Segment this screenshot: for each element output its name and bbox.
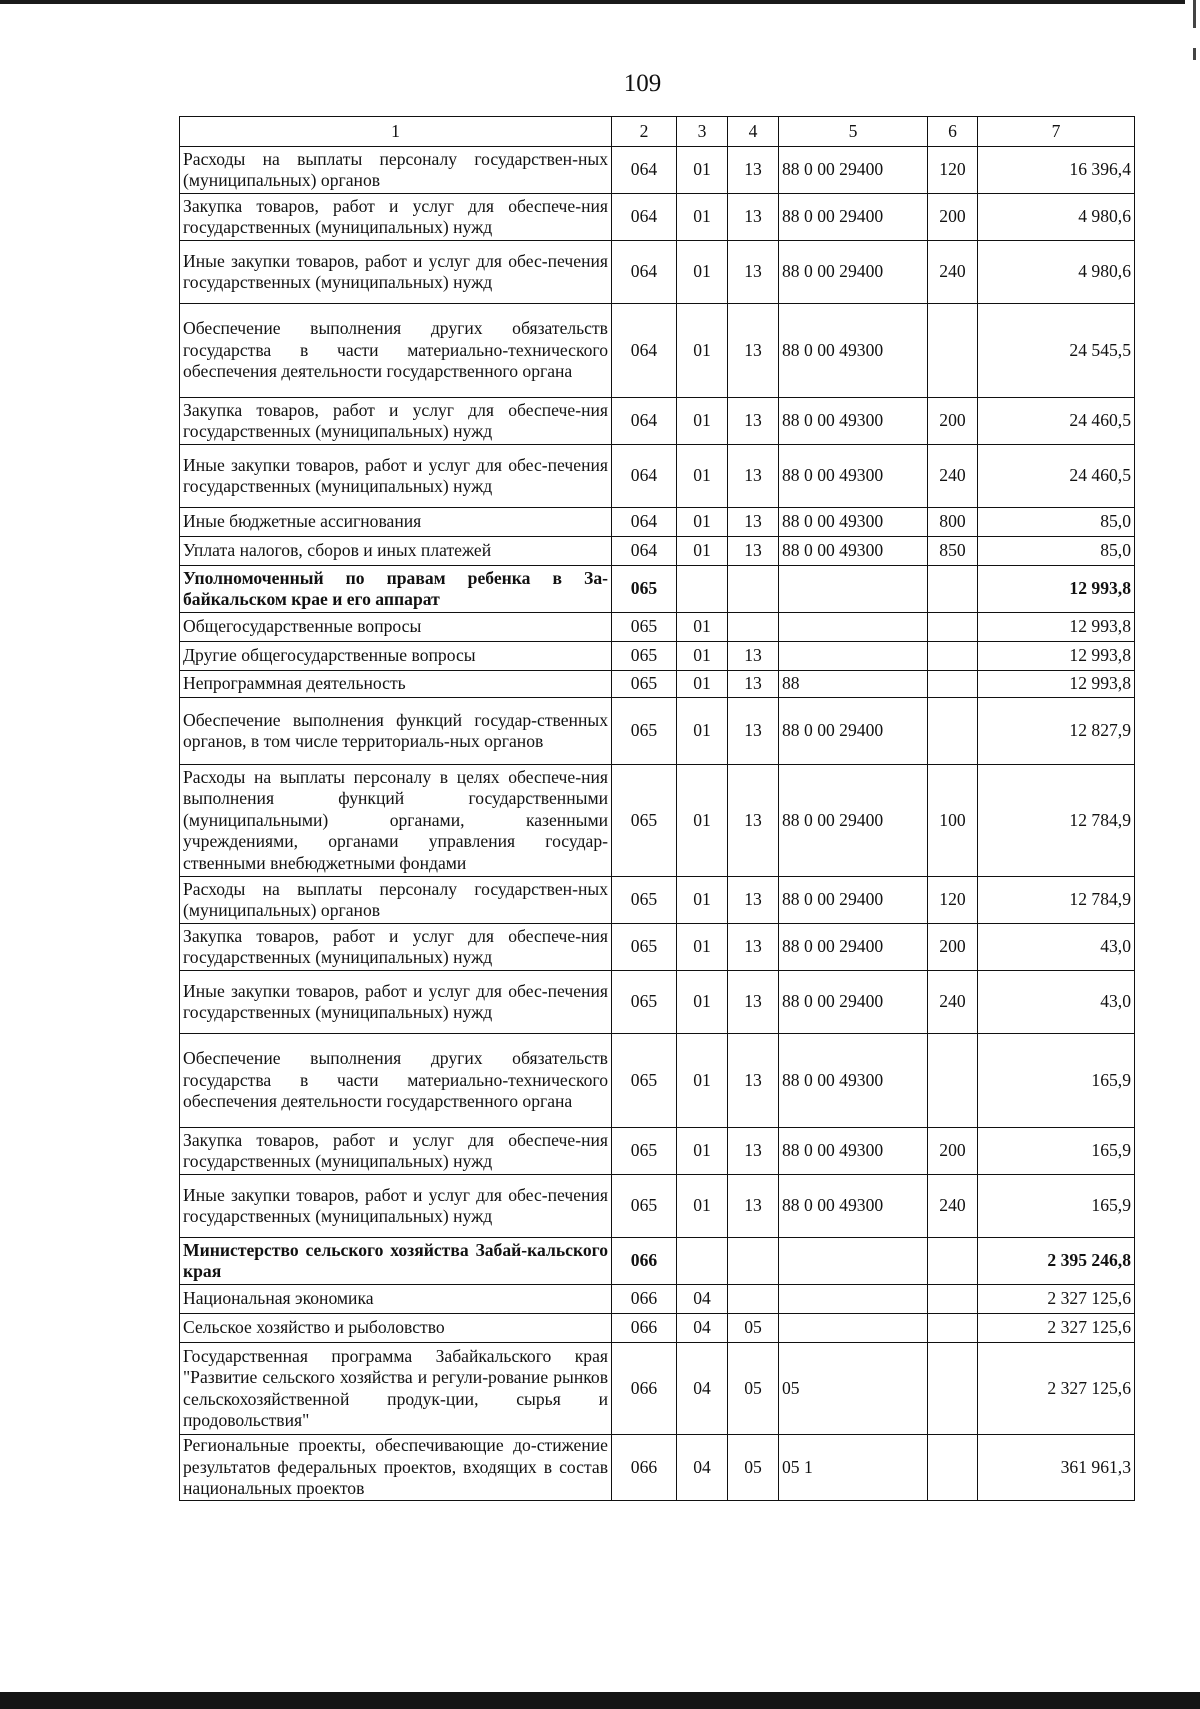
section-code: 01 (677, 1175, 728, 1238)
scan-bottom-edge (0, 1692, 1200, 1709)
subsection-code: 13 (728, 398, 779, 445)
section-code: 01 (677, 698, 728, 765)
column-header: 3 (677, 117, 728, 147)
amount: 43,0 (978, 924, 1135, 971)
target-article-code: 88 0 00 49300 (779, 537, 928, 566)
amount: 43,0 (978, 971, 1135, 1034)
amount: 12 993,8 (978, 671, 1135, 698)
table-row (180, 642, 1135, 671)
expense-name: Другие общегосударственные вопросы (180, 642, 612, 671)
expense-name: Уплата налогов, сборов и иных платежей (180, 537, 612, 566)
ministry-code: 066 (612, 1285, 677, 1314)
subsection-code: 13 (728, 877, 779, 924)
amount: 361 961,3 (978, 1435, 1135, 1501)
expense-name: Обеспечение выполнения других обязательств государства в части материально-технического обеспечения деятельности государственного органа (180, 304, 612, 398)
expense-type-code (928, 1343, 978, 1435)
expense-type-code (928, 1435, 978, 1501)
ministry-code: 065 (612, 971, 677, 1034)
table-row (180, 304, 1135, 398)
expense-type-code (928, 642, 978, 671)
expense-type-code: 240 (928, 445, 978, 508)
target-article-code: 88 0 00 29400 (779, 877, 928, 924)
expense-name: Закупка товаров, работ и услуг для обеспече-ния государственных (муниципальных) нужд (180, 398, 612, 445)
section-code (677, 566, 728, 613)
table-row (180, 537, 1135, 566)
expense-name: Закупка товаров, работ и услуг для обеспече-ния государственных (муниципальных) нужд (180, 924, 612, 971)
table-row (180, 1128, 1135, 1175)
subsection-code: 13 (728, 508, 779, 537)
amount: 165,9 (978, 1175, 1135, 1238)
expense-type-code (928, 1034, 978, 1128)
subsection-code: 13 (728, 1175, 779, 1238)
expense-type-code: 120 (928, 147, 978, 194)
subsection-code (728, 613, 779, 642)
target-article-code: 88 0 00 29400 (779, 765, 928, 877)
expense-type-code: 200 (928, 194, 978, 241)
column-header: 7 (978, 117, 1135, 147)
expense-name: Иные закупки товаров, работ и услуг для обес-печения государственных (муниципальных) нужд (180, 241, 612, 304)
target-article-code: 88 0 00 49300 (779, 398, 928, 445)
amount: 12 827,9 (978, 698, 1135, 765)
subsection-code: 13 (728, 671, 779, 698)
expense-name: Иные закупки товаров, работ и услуг для обес-печения государственных (муниципальных) нужд (180, 1175, 612, 1238)
ministry-code: 066 (612, 1238, 677, 1285)
section-code: 01 (677, 924, 728, 971)
section-code: 01 (677, 508, 728, 537)
amount: 12 993,8 (978, 566, 1135, 613)
ministry-code: 065 (612, 877, 677, 924)
table-row (180, 971, 1135, 1034)
amount: 12 993,8 (978, 613, 1135, 642)
section-code: 01 (677, 537, 728, 566)
expense-name: Иные закупки товаров, работ и услуг для обес-печения государственных (муниципальных) нужд (180, 971, 612, 1034)
expense-type-code (928, 698, 978, 765)
expense-name: Закупка товаров, работ и услуг для обеспече-ния государственных (муниципальных) нужд (180, 1128, 612, 1175)
table-row (180, 1435, 1135, 1501)
column-header: 1 (180, 117, 612, 147)
table-row (180, 698, 1135, 765)
expense-name: Расходы на выплаты персоналу государствен-ных (муниципальных) органов (180, 877, 612, 924)
expense-type-code (928, 1314, 978, 1343)
column-header: 5 (779, 117, 928, 147)
expense-type-code: 200 (928, 398, 978, 445)
ministry-code: 064 (612, 445, 677, 508)
column-header: 4 (728, 117, 779, 147)
target-article-code: 88 0 00 29400 (779, 698, 928, 765)
expense-type-code (928, 613, 978, 642)
expense-name: Государственная программа Забайкальского края "Развитие сельского хозяйства и регули-рование рынков сельскохозяйственной продук-ции, сырья и продовольствия" (180, 1343, 612, 1435)
subsection-code: 13 (728, 445, 779, 508)
table-row (180, 1314, 1135, 1343)
expense-type-code: 240 (928, 971, 978, 1034)
table-row (180, 1285, 1135, 1314)
table-row (180, 765, 1135, 877)
target-article-code: 88 0 00 29400 (779, 241, 928, 304)
expense-type-code: 240 (928, 1175, 978, 1238)
section-code: 04 (677, 1314, 728, 1343)
ministry-code: 065 (612, 698, 677, 765)
target-article-code: 05 (779, 1343, 928, 1435)
expense-name: Закупка товаров, работ и услуг для обеспече-ния государственных (муниципальных) нужд (180, 194, 612, 241)
expense-type-code: 800 (928, 508, 978, 537)
ministry-code: 065 (612, 566, 677, 613)
expense-name: Непрограммная деятельность (180, 671, 612, 698)
page-number: 109 (623, 70, 662, 97)
section-code (677, 1238, 728, 1285)
subsection-code: 05 (728, 1314, 779, 1343)
table-row (180, 1175, 1135, 1238)
table-row (180, 445, 1135, 508)
section-code: 01 (677, 613, 728, 642)
target-article-code: 88 0 00 49300 (779, 1128, 928, 1175)
ministry-code: 064 (612, 398, 677, 445)
section-code: 01 (677, 398, 728, 445)
expense-name: Общегосударственные вопросы (180, 613, 612, 642)
ministry-code: 064 (612, 147, 677, 194)
expense-name: Национальная экономика (180, 1285, 612, 1314)
ministry-code: 065 (612, 613, 677, 642)
subsection-code (728, 1238, 779, 1285)
expense-name: Иные закупки товаров, работ и услуг для обес-печения государственных (муниципальных) нужд (180, 445, 612, 508)
amount: 4 980,6 (978, 241, 1135, 304)
amount: 4 980,6 (978, 194, 1135, 241)
ministry-code: 066 (612, 1314, 677, 1343)
expense-name: Обеспечение выполнения других обязательств государства в части материально-технического обеспечения деятельности государственного органа (180, 1034, 612, 1128)
expense-name: Расходы на выплаты персоналу в целях обеспече-ния выполнения функций государственными (муниципальными) органами, казенными учреждениями, органами управления государ-ственными внебюджетными фондами (180, 765, 612, 877)
amount: 24 460,5 (978, 398, 1135, 445)
ministry-code: 065 (612, 924, 677, 971)
table-row (180, 194, 1135, 241)
expense-type-code: 240 (928, 241, 978, 304)
target-article-code: 88 0 00 29400 (779, 147, 928, 194)
section-code: 01 (677, 642, 728, 671)
amount: 16 396,4 (978, 147, 1135, 194)
expense-name: Уполномоченный по правам ребенка в За-байкальском крае и его аппарат (180, 566, 612, 613)
section-code: 01 (677, 194, 728, 241)
target-article-code: 88 (779, 671, 928, 698)
table-row (180, 1034, 1135, 1128)
scan-speck (1193, 0, 1196, 28)
section-code: 01 (677, 1034, 728, 1128)
subsection-code: 05 (728, 1343, 779, 1435)
expense-type-code (928, 566, 978, 613)
amount: 2 327 125,6 (978, 1285, 1135, 1314)
subsection-code: 13 (728, 1034, 779, 1128)
target-article-code: 05 1 (779, 1435, 928, 1501)
amount: 24 460,5 (978, 445, 1135, 508)
subsection-code: 13 (728, 537, 779, 566)
expense-name: Региональные проекты, обеспечивающие до-стижение результатов федеральных проектов, входящих в состав национальных проектов (180, 1435, 612, 1501)
target-article-code: 88 0 00 49300 (779, 304, 928, 398)
subsection-code: 13 (728, 698, 779, 765)
table-row (180, 241, 1135, 304)
target-article-code (779, 1314, 928, 1343)
subsection-code: 05 (728, 1435, 779, 1501)
amount: 2 395 246,8 (978, 1238, 1135, 1285)
expense-name: Министерство сельского хозяйства Забай-кальского края (180, 1238, 612, 1285)
table-row (180, 671, 1135, 698)
expense-name: Иные бюджетные ассигнования (180, 508, 612, 537)
ministry-code: 064 (612, 194, 677, 241)
table-row (180, 147, 1135, 194)
ministry-code: 065 (612, 1128, 677, 1175)
column-header: 6 (928, 117, 978, 147)
expense-type-code (928, 671, 978, 698)
section-code: 01 (677, 765, 728, 877)
subsection-code: 13 (728, 241, 779, 304)
section-code: 01 (677, 445, 728, 508)
expense-type-code: 200 (928, 1128, 978, 1175)
subsection-code: 13 (728, 194, 779, 241)
ministry-code: 064 (612, 537, 677, 566)
target-article-code: 88 0 00 49300 (779, 1175, 928, 1238)
subsection-code: 13 (728, 971, 779, 1034)
table-row (180, 924, 1135, 971)
amount: 12 784,9 (978, 765, 1135, 877)
subsection-code (728, 566, 779, 613)
expense-type-code: 120 (928, 877, 978, 924)
target-article-code (779, 1285, 928, 1314)
ministry-code: 066 (612, 1343, 677, 1435)
ministry-code: 066 (612, 1435, 677, 1501)
target-article-code: 88 0 00 29400 (779, 971, 928, 1034)
expense-name: Сельское хозяйство и рыболовство (180, 1314, 612, 1343)
amount: 165,9 (978, 1128, 1135, 1175)
table-row (180, 1343, 1135, 1435)
scan-speck (1193, 48, 1196, 60)
expense-name: Расходы на выплаты персоналу государствен-ных (муниципальных) органов (180, 147, 612, 194)
subsection-code: 13 (728, 924, 779, 971)
column-header: 2 (612, 117, 677, 147)
section-code: 01 (677, 671, 728, 698)
section-code: 04 (677, 1435, 728, 1501)
section-code: 01 (677, 241, 728, 304)
expense-type-code: 200 (928, 924, 978, 971)
amount: 85,0 (978, 508, 1135, 537)
expense-type-code (928, 304, 978, 398)
section-code: 04 (677, 1285, 728, 1314)
ministry-code: 065 (612, 1034, 677, 1128)
amount: 12 993,8 (978, 642, 1135, 671)
target-article-code: 88 0 00 49300 (779, 508, 928, 537)
section-code: 01 (677, 971, 728, 1034)
subsection-code: 13 (728, 1128, 779, 1175)
target-article-code: 88 0 00 29400 (779, 194, 928, 241)
target-article-code (779, 1238, 928, 1285)
amount: 24 545,5 (978, 304, 1135, 398)
table-row (180, 566, 1135, 613)
target-article-code: 88 0 00 49300 (779, 1034, 928, 1128)
column-number-row (180, 117, 1135, 147)
budget-table (179, 116, 1135, 1501)
section-code: 01 (677, 877, 728, 924)
section-code: 01 (677, 147, 728, 194)
subsection-code: 13 (728, 304, 779, 398)
amount: 2 327 125,6 (978, 1314, 1135, 1343)
section-code: 01 (677, 1128, 728, 1175)
ministry-code: 064 (612, 241, 677, 304)
expense-type-code (928, 1238, 978, 1285)
expense-type-code (928, 1285, 978, 1314)
scan-top-edge (0, 0, 1185, 4)
section-code: 04 (677, 1343, 728, 1435)
target-article-code (779, 566, 928, 613)
target-article-code: 88 0 00 29400 (779, 924, 928, 971)
ministry-code: 064 (612, 304, 677, 398)
subsection-code: 13 (728, 147, 779, 194)
ministry-code: 064 (612, 508, 677, 537)
target-article-code: 88 0 00 49300 (779, 445, 928, 508)
table-row (180, 398, 1135, 445)
ministry-code: 065 (612, 765, 677, 877)
subsection-code: 13 (728, 765, 779, 877)
amount: 165,9 (978, 1034, 1135, 1128)
target-article-code (779, 613, 928, 642)
ministry-code: 065 (612, 671, 677, 698)
amount: 12 784,9 (978, 877, 1135, 924)
subsection-code: 13 (728, 642, 779, 671)
subsection-code (728, 1285, 779, 1314)
expense-type-code: 850 (928, 537, 978, 566)
ministry-code: 065 (612, 1175, 677, 1238)
target-article-code (779, 642, 928, 671)
expense-name: Обеспечение выполнения функций государ-ственных органов, в том числе территориаль-ных органов (180, 698, 612, 765)
amount: 85,0 (978, 537, 1135, 566)
table-row (180, 1238, 1135, 1285)
section-code: 01 (677, 304, 728, 398)
expense-type-code: 100 (928, 765, 978, 877)
ministry-code: 065 (612, 642, 677, 671)
table-row (180, 877, 1135, 924)
amount: 2 327 125,6 (978, 1343, 1135, 1435)
table-row (180, 508, 1135, 537)
table-row (180, 613, 1135, 642)
